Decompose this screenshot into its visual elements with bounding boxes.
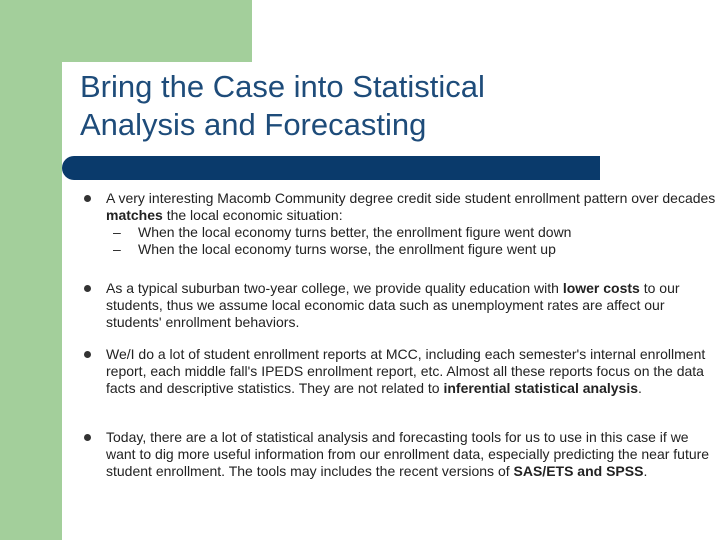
dash-icon: – [113,241,121,257]
bullet-bold-text: inferential statistical analysis [443,380,638,396]
bullet-dot-icon [84,351,91,358]
green-side-band [0,0,62,540]
title-underline-bar [62,156,600,180]
sub-bullet-item: – When the local economy turns worse, the enrollment figure went up [113,241,556,257]
sub-bullet-item: – When the local economy turns better, the enrollment figure went down [113,224,572,240]
bullet-dot-icon [84,195,91,202]
bullet-bold-text: lower costs [562,280,640,296]
bullet-dot-icon [84,285,91,292]
bullet-item [80,190,716,258]
bullet-text: A very interesting Macomb Community degree credit side student enrollment pattern over decades matches the local economic situation: [106,190,716,223]
slide-title [80,68,680,144]
bullet-text: We/I do a lot of student enrollment reports at MCC, including each semester's internal enrollment report, each middle fall's IPEDS enrollment report, etc. Almost all these reports focus on the data facts and descriptive statistics. They are not related to inferential statistical analysis. [106,346,706,396]
bullet-bold-text: SAS/ETS and SPSS [513,463,644,479]
slide-title-line1: Bring the Case into Statistical [80,69,485,104]
bullet-bold-text: matches [106,207,163,223]
bullet-text: As a typical suburban two-year college, we provide quality education with lower costs to our students, thus we assume local economic data such as unemployment rates are affect our students' enrollment behaviors. [106,280,680,330]
green-top-band [0,0,252,62]
dash-icon: – [113,224,121,240]
bullet-dot-icon [84,434,91,441]
bullet-item [80,346,716,397]
slide-title-line2: Analysis and Forecasting [80,107,427,142]
bullet-item [80,429,716,480]
bullet-text: Today, there are a lot of statistical analysis and forecasting tools for us to use in this case if we want to dig more useful information from our enrollment data, especially predicting the near future student enrollment. The tools may includes the recent versions of SAS/ETS and SPSS. [106,429,710,479]
bullet-item [80,280,716,331]
